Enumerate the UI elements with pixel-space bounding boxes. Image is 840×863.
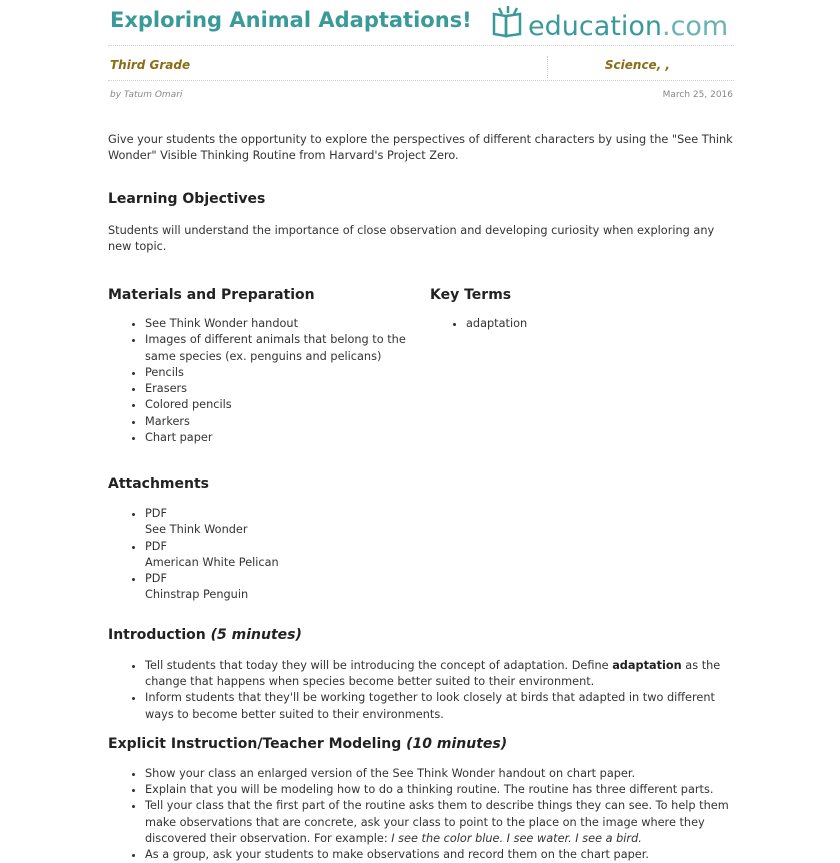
list-item: • Markers xyxy=(145,414,415,430)
list-item: • Chart paper xyxy=(145,430,415,446)
introduction-time: (5 minutes) xyxy=(210,627,302,643)
example-text: I see the color blue. I see water. I see a bird. xyxy=(391,831,642,845)
publish-date: March 25, 2016 xyxy=(662,90,733,100)
list-item: • adaptation xyxy=(466,316,527,332)
introduction-heading xyxy=(108,627,302,643)
list-item: • As a group, ask your students to make observations and record them on the chart paper. xyxy=(145,847,735,863)
learning-objectives-heading: Learning Objectives xyxy=(108,191,266,207)
attachments-heading: Attachments xyxy=(108,476,210,492)
attachment-item[interactable] xyxy=(145,506,279,539)
attachment-link[interactable]: American White Pelican xyxy=(145,555,279,569)
subject-label: Science, , xyxy=(604,58,670,72)
attachment-type: • PDF xyxy=(145,507,168,520)
education-com-logo[interactable] xyxy=(490,6,728,45)
divider xyxy=(547,56,548,78)
introduction-list xyxy=(109,658,735,723)
logo-text: education xyxy=(528,11,662,42)
list-item: • Colored pencils xyxy=(145,397,415,413)
attachment-link[interactable]: See Think Wonder xyxy=(145,523,248,537)
list-item: • Inform students that they'll be working together to look closely at birds that adapted in two different ways to become better suited to their environments. xyxy=(145,690,735,722)
list-item: • Tell students that today they will be introducing the concept of adaptation. Define adaptation as the change that happens when species become better suited to their environment. xyxy=(145,658,735,690)
attachment-type: • PDF xyxy=(145,539,168,553)
materials-list xyxy=(109,316,415,446)
explicit-instruction-heading xyxy=(108,736,507,752)
book-logo-icon xyxy=(490,6,526,45)
logo-suffix: .com xyxy=(661,11,729,42)
learning-objectives-text: Students will understand the importance of close observation and developing curiosity when exploring any new topic. xyxy=(108,224,715,253)
divider xyxy=(108,80,734,81)
explicit-instruction-time: (10 minutes) xyxy=(406,736,508,752)
page-title: Exploring Animal Adaptations! xyxy=(110,8,472,32)
list-item: • Tell your class that the first part of the routine asks them to describe things they can see. To help them make observations that are concrete, ask your class to point to the place on the image where they discovered their observation. For example: I see the color blue. I see water. I see a bird. xyxy=(145,798,735,847)
list-item: • Explain that you will be modeling how to do a thinking routine. The routine has three different parts. xyxy=(145,782,735,798)
list-item: • Show your class an enlarged version of the See Think Wonder handout on chart paper. xyxy=(145,766,735,782)
intro-paragraph: Give your students the opportunity to explore the perspectives of different characters by using the "See Think Wonder" Visible Thinking Routine from Harvard's Project Zero. xyxy=(108,133,733,162)
attachment-link[interactable]: Chinstrap Penguin xyxy=(145,588,249,602)
author-byline: by Tatum Omari xyxy=(110,90,183,100)
list-item: • Erasers xyxy=(145,381,415,397)
materials-heading: Materials and Preparation xyxy=(108,287,315,303)
attachments-list xyxy=(109,506,279,604)
term-adaptation: adaptation xyxy=(612,659,682,672)
key-terms-heading: Key Terms xyxy=(430,287,512,303)
list-item: • See Think Wonder handout xyxy=(145,316,415,332)
list-item: • Pencils xyxy=(145,365,415,381)
explicit-instruction-list xyxy=(109,766,735,863)
attachment-item[interactable] xyxy=(145,539,279,572)
explicit-instruction-title: Explicit Instruction/Teacher Modeling xyxy=(108,736,402,752)
key-terms-list xyxy=(430,316,527,332)
grade-label: Third Grade xyxy=(110,58,191,72)
attachment-type: • PDF xyxy=(145,572,168,586)
attachment-item[interactable] xyxy=(145,571,279,604)
divider xyxy=(108,45,734,46)
introduction-title: Introduction xyxy=(108,627,206,643)
list-item: • Images of different animals that belong to the same species (ex. penguins and pelicans) xyxy=(145,332,415,365)
